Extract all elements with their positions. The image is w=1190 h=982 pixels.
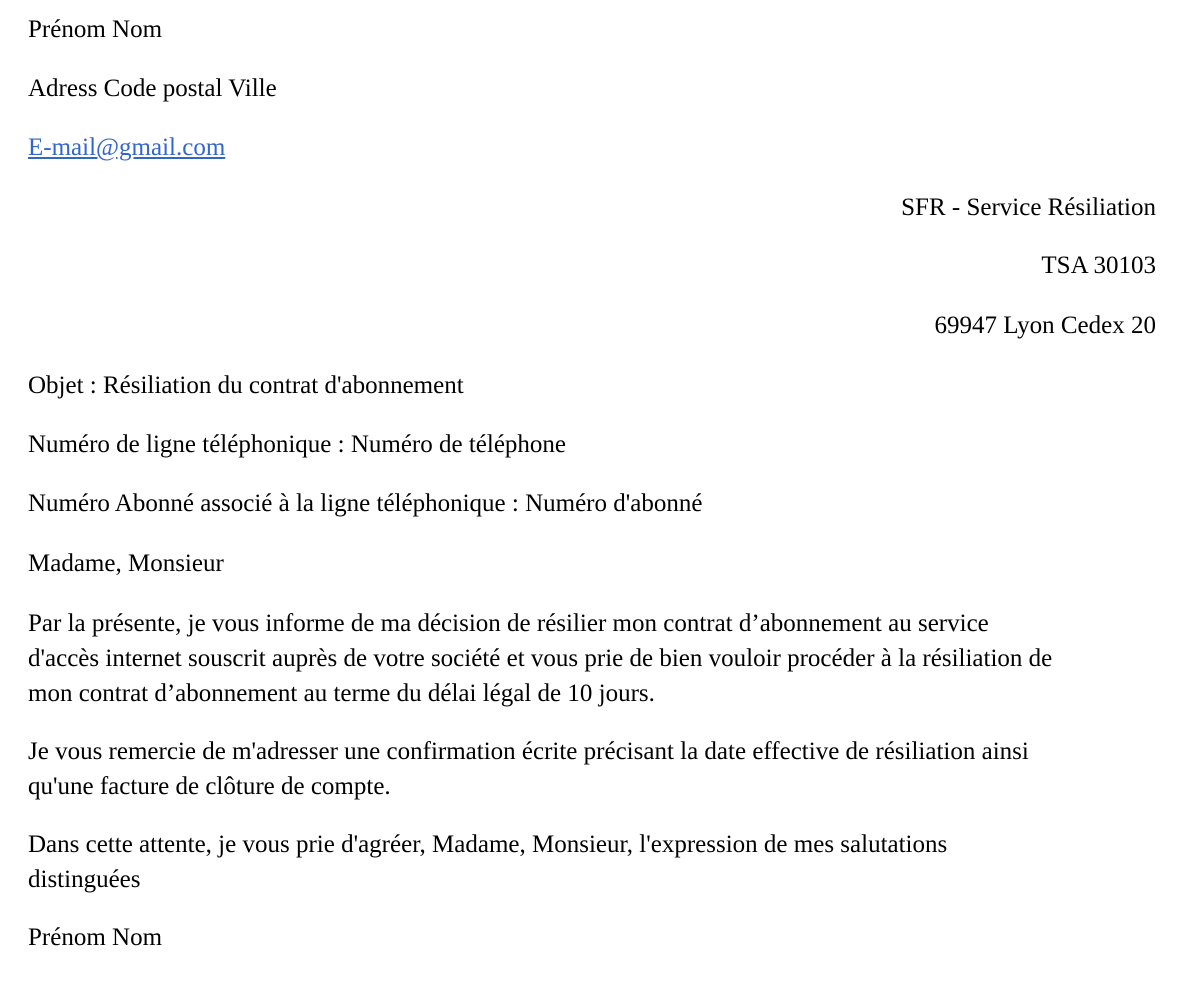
sender-email-link[interactable]: E-mail@gmail.com [28, 134, 226, 161]
recipient-line-1: SFR - Service Résiliation [901, 194, 1156, 221]
paragraph-line: Par la présente, je vous informe de ma décision de résilier mon contrat d’abonnement au service [28, 610, 989, 637]
signature-name: Prénom Nom [28, 924, 163, 951]
phone-line-reference: Numéro de ligne téléphonique : Numéro de téléphone [28, 431, 567, 458]
paragraph-line: Je vous remercie de m'adresser une confirmation écrite précisant la date effective de résiliation ainsi [28, 738, 1029, 765]
paragraph-line: d'accès internet souscrit auprès de votre société et vous prie de bien vouloir procéder à la résiliation de [28, 645, 1053, 672]
sender-name: Prénom Nom [28, 16, 163, 43]
paragraph-line: distinguées [28, 866, 141, 893]
paragraph-line: Dans cette attente, je vous prie d'agréer, Madame, Monsieur, l'expression de mes salutations [28, 831, 948, 858]
recipient-line-2: TSA 30103 [1041, 252, 1156, 279]
sender-email-line [28, 133, 225, 163]
paragraph-line: qu'une facture de clôture de compte. [28, 773, 391, 800]
paragraph-termination-request [28, 606, 1156, 711]
sender-address: Adress Code postal Ville [28, 75, 277, 102]
recipient-line-3: 69947 Lyon Cedex 20 [934, 312, 1156, 339]
paragraph-closing [28, 827, 1156, 897]
paragraph-line: mon contrat d’abonnement au terme du délai légal de 10 jours. [28, 680, 655, 707]
subscriber-reference: Numéro Abonné associé à la ligne téléphonique : Numéro d'abonné [28, 490, 703, 517]
subject-line: Objet : Résiliation du contrat d'abonnement [28, 372, 464, 399]
paragraph-confirmation-request [28, 734, 1156, 804]
salutation: Madame, Monsieur [28, 550, 224, 577]
